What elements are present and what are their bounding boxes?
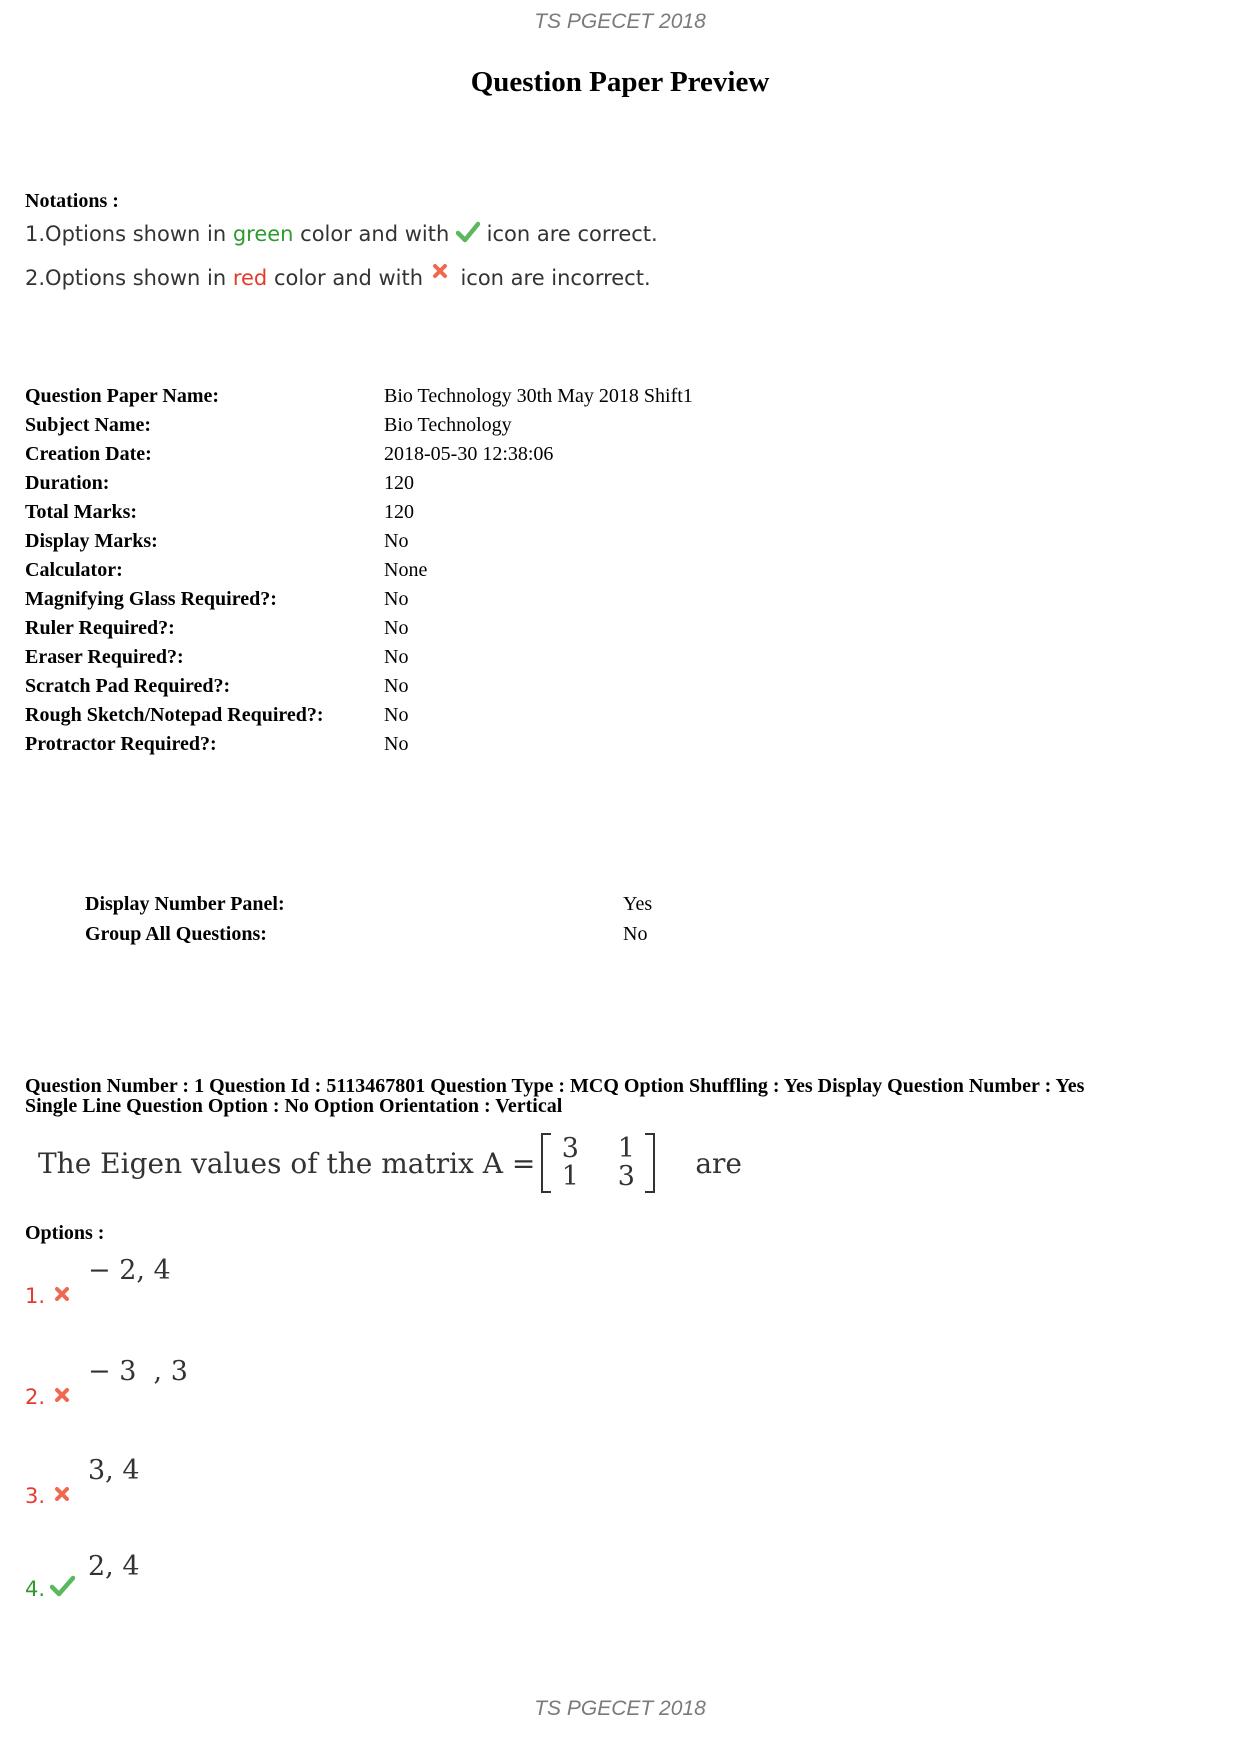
info-value: Bio Technology — [384, 414, 512, 436]
option-text: − 2, 4 — [88, 1255, 171, 1286]
cross-icon — [54, 1387, 70, 1408]
info-value: 120 — [384, 501, 414, 523]
question-header: Question Number : 1 Question Id : 5113467801 Question Type : MCQ Option Shuffling : Yes Display Question Number : Yes — [25, 1075, 1085, 1097]
cross-icon — [432, 260, 448, 284]
matrix-bracket-right — [645, 1133, 655, 1193]
question-header: Single Line Question Option : No Option Orientation : Vertical — [25, 1095, 563, 1117]
notation-text: icon are incorrect. — [460, 266, 651, 290]
matrix — [541, 1133, 655, 1193]
question-text — [38, 1133, 742, 1193]
check-icon — [50, 1575, 76, 1602]
option-text: 3, 4 — [88, 1455, 140, 1486]
notation-text: 1.Options shown in — [25, 222, 233, 246]
info-label: Rough Sketch/Notepad Required?: — [25, 704, 324, 726]
matrix-cell: 3 — [617, 1161, 635, 1192]
info-label: Display Marks: — [25, 530, 158, 552]
matrix-bracket-left — [541, 1133, 551, 1193]
info-value: No — [384, 617, 409, 639]
notation-incorrect — [25, 260, 651, 290]
info-value: No — [384, 675, 409, 697]
page-title: Question Paper Preview — [470, 66, 770, 98]
notations-label: Notations : — [25, 190, 119, 212]
matrix-cell: 1 — [617, 1133, 635, 1164]
info-label: Scratch Pad Required?: — [25, 675, 231, 697]
notation-color-word: red — [232, 266, 268, 290]
option-number: 4. — [25, 1577, 46, 1601]
matrix-cell: 3 — [561, 1133, 579, 1164]
notation-correct — [25, 221, 658, 248]
info-label: Question Paper Name: — [25, 385, 220, 407]
info-label: Magnifying Glass Required?: — [25, 588, 277, 610]
panel-value: No — [623, 923, 648, 945]
panel-label: Group All Questions: — [85, 923, 267, 945]
info-label: Calculator: — [25, 559, 123, 581]
cross-icon — [54, 1486, 70, 1507]
info-value: Bio Technology 30th May 2018 Shift1 — [384, 385, 693, 407]
option-text: 2, 4 — [88, 1551, 140, 1582]
question-stem: The Eigen values of the matrix A = — [38, 1146, 536, 1180]
info-label: Total Marks: — [25, 501, 138, 523]
running-foot: TS PGECET 2018 — [534, 1697, 706, 1720]
info-value: 2018-05-30 12:38:06 — [384, 443, 554, 465]
info-label: Protractor Required?: — [25, 733, 217, 755]
info-value: None — [384, 559, 428, 581]
notation-text: color and with — [293, 222, 456, 246]
question-stem-end: are — [695, 1146, 742, 1180]
info-label: Duration: — [25, 472, 110, 494]
info-value: No — [384, 646, 409, 668]
info-label: Eraser Required?: — [25, 646, 184, 668]
options-label: Options : — [25, 1222, 105, 1244]
panel-value: Yes — [623, 893, 653, 915]
info-label: Creation Date: — [25, 443, 152, 465]
notation-color-word: green — [232, 222, 294, 246]
option-number: 3. — [25, 1484, 46, 1508]
info-value: No — [384, 530, 409, 552]
info-label: Ruler Required?: — [25, 617, 175, 639]
option-number: 1. — [25, 1284, 46, 1308]
cross-icon — [54, 1286, 70, 1307]
matrix-grid — [551, 1133, 645, 1193]
notation-text: 2.Options shown in — [25, 266, 233, 290]
info-label: Subject Name: — [25, 414, 152, 436]
info-value: No — [384, 733, 409, 755]
option-text: − 3 , 3 — [88, 1356, 188, 1387]
notation-text: icon are correct. — [486, 222, 658, 246]
info-value: No — [384, 704, 409, 726]
option-number: 2. — [25, 1385, 46, 1409]
running-head: TS PGECET 2018 — [534, 10, 706, 33]
check-icon — [456, 221, 480, 248]
info-value: No — [384, 588, 409, 610]
panel-label: Display Number Panel: — [85, 893, 285, 915]
notation-text: color and with — [267, 266, 430, 290]
matrix-cell: 1 — [561, 1161, 579, 1192]
info-value: 120 — [384, 472, 414, 494]
